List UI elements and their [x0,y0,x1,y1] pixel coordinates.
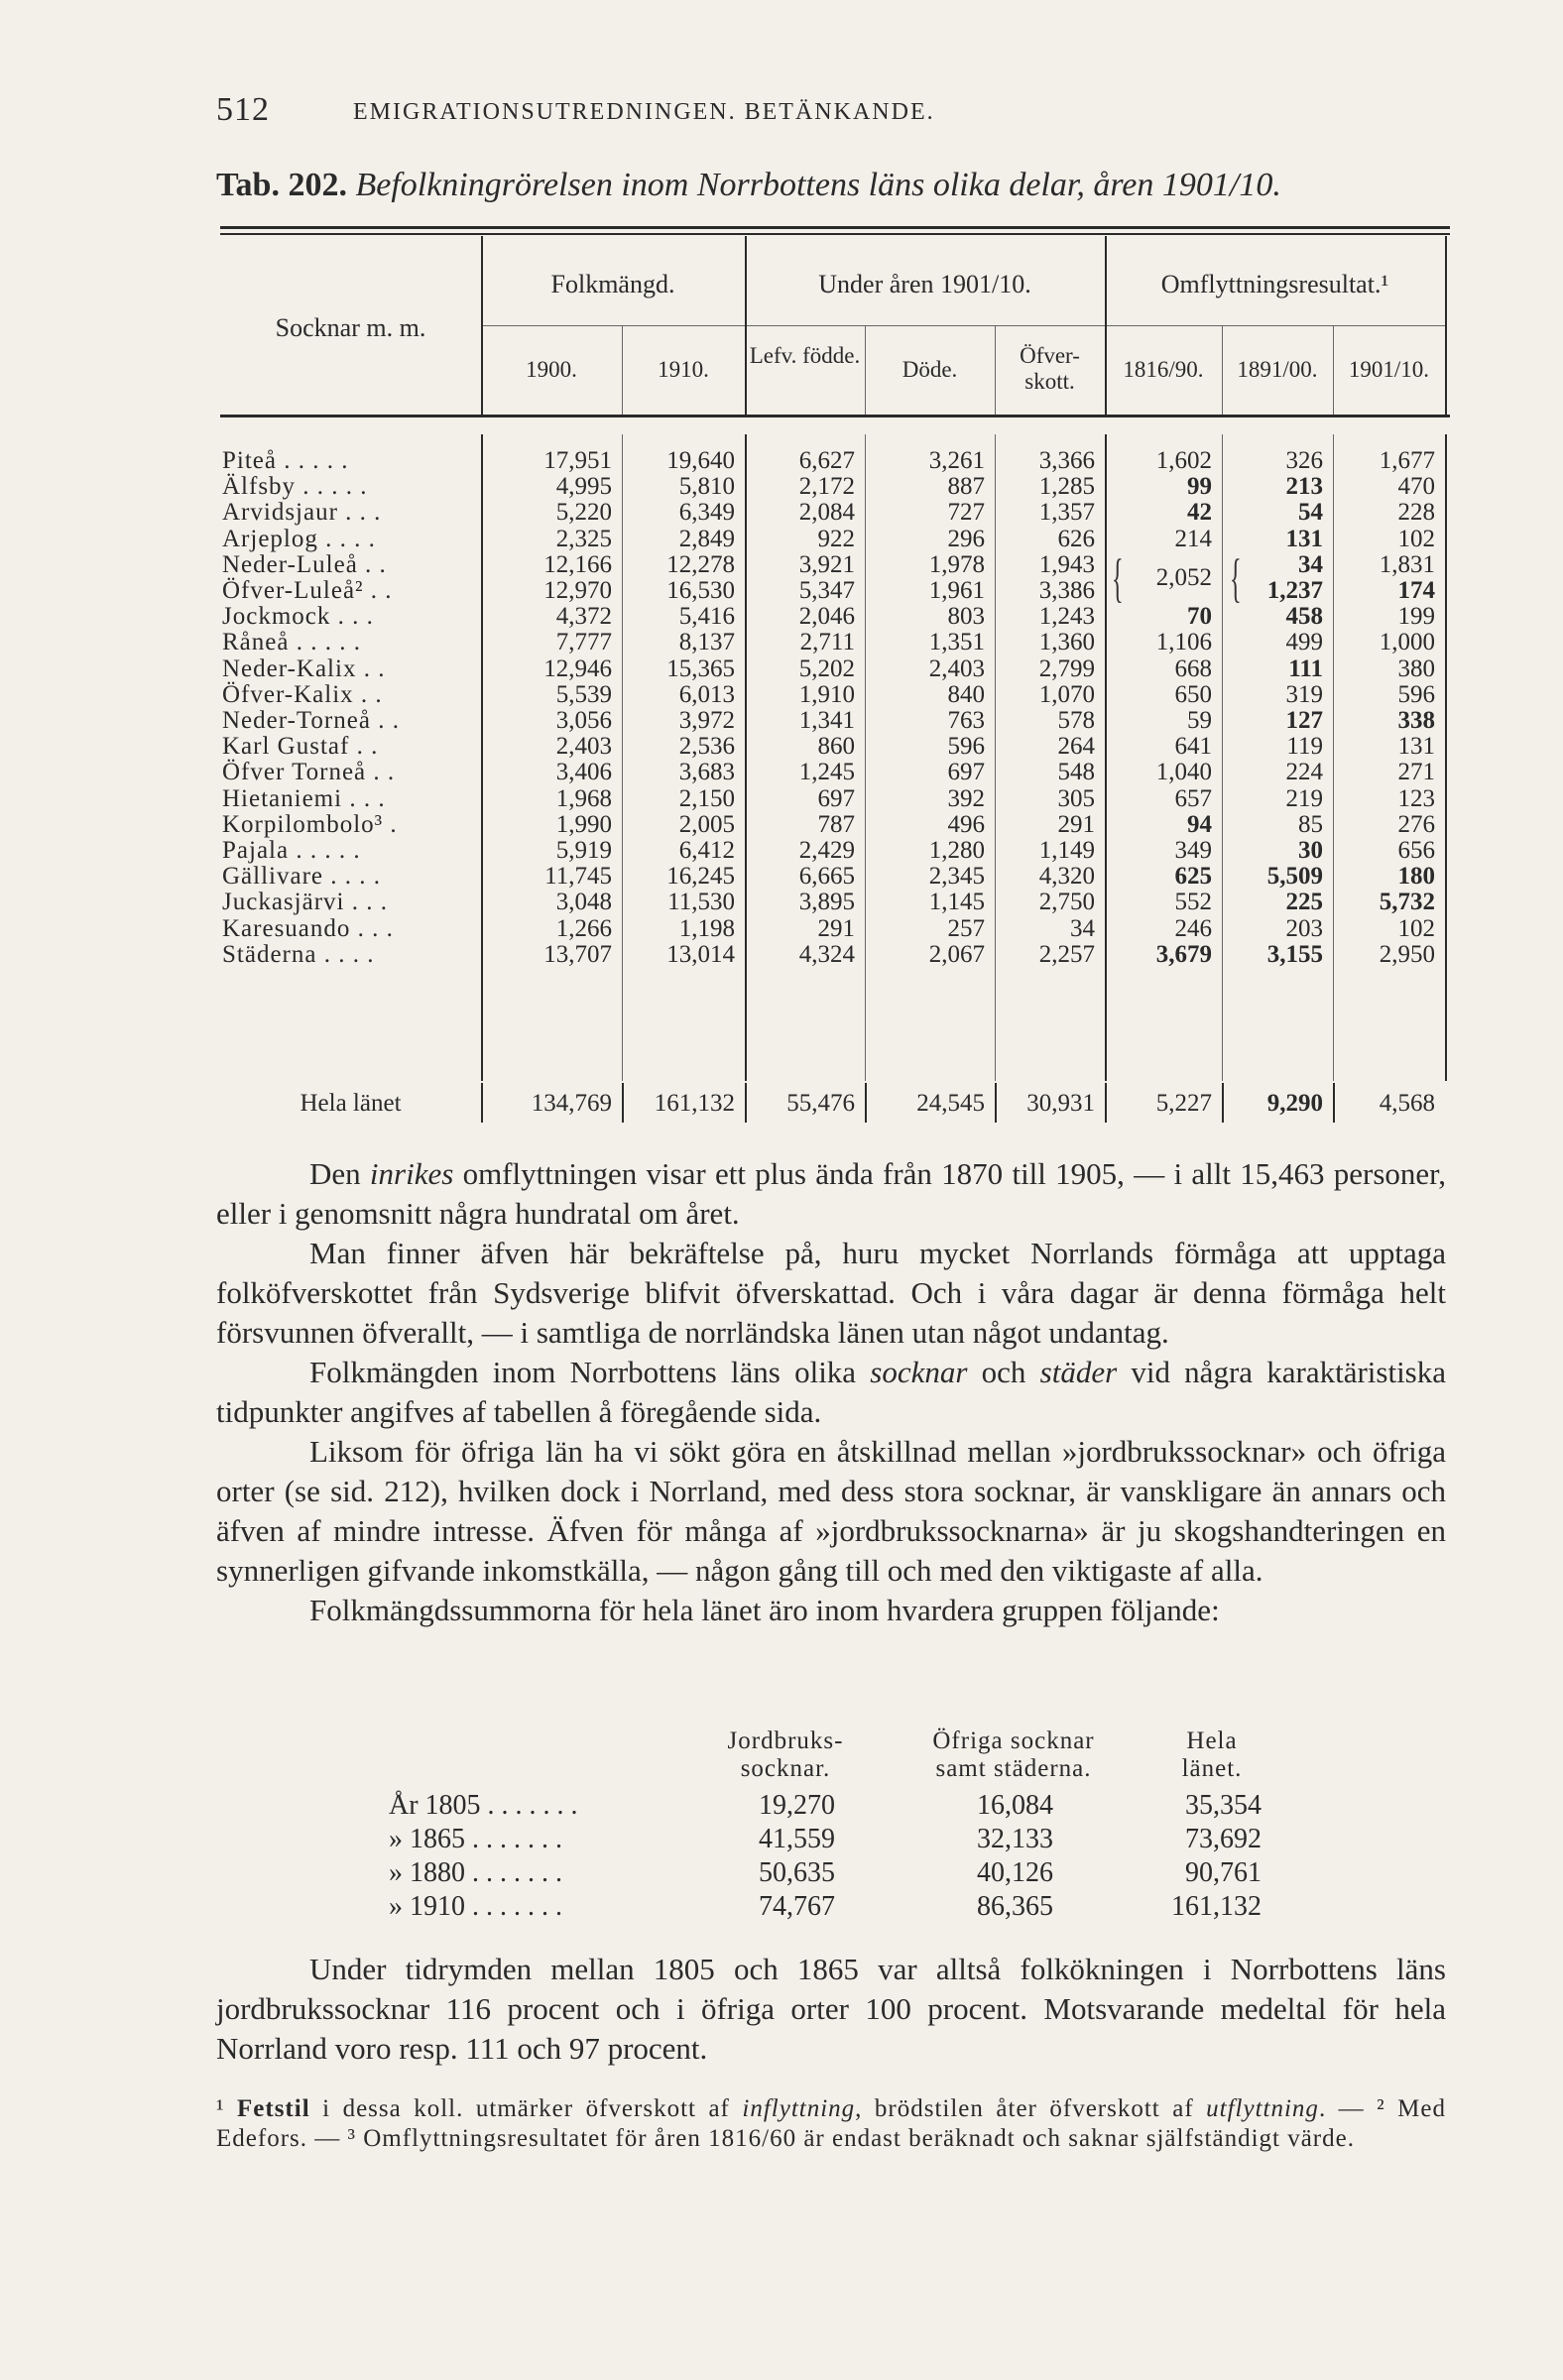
row-value: 349 [1174,837,1212,864]
row-value: 1,357 [1038,499,1095,527]
row-value: 697 [817,784,855,812]
left-brace: { [1112,547,1124,608]
row-value: 3,683 [678,759,735,786]
row-value: 657 [1174,784,1212,812]
row-value: 296 [947,525,985,552]
row-value: 5,347 [798,577,855,604]
summary-header: Jordbruks- socknar. [727,1727,844,1782]
row-value: 213 [1285,473,1323,501]
row-value: 224 [1285,759,1323,786]
header-sub-2: Lefv. födde. [749,343,861,368]
row-value: 1,831 [1379,550,1435,578]
row-value: 225 [1285,889,1323,916]
row-name: Arvidsjaur . . . [222,499,382,527]
summary-value: 90,761 [1185,1857,1262,1888]
total-rule [865,1083,867,1123]
row-value: 2,950 [1379,940,1435,968]
total-rule [745,1083,747,1123]
row-value: 5,509 [1266,863,1323,891]
row-value: 2,172 [798,473,855,501]
total-rule [1222,1083,1224,1123]
row-value: 668 [1174,654,1212,682]
footnote-italic: utflyttning [1206,2095,1319,2122]
row-name: Neder-Torneå . . [222,707,400,734]
row-value: 922 [817,525,855,552]
row-name: Städerna . . . . [222,940,375,968]
row-value: 12,970 [543,577,612,604]
row-value: 12,278 [666,550,735,578]
row-value: 763 [947,707,985,734]
total-label: Hela länet [300,1090,402,1117]
footnote-text: i dessa koll. utmärker öfverskott af [309,2095,743,2122]
row-name: Öfver Torneå . . [222,759,396,786]
header-sub-4: Öfver-skott. [1020,343,1080,394]
row-value: 2,750 [1038,889,1095,916]
row-value: 6,412 [678,837,735,864]
row-value: 127 [1285,707,1323,734]
row-value: 458 [1285,603,1323,631]
row-value: 15,365 [666,654,735,682]
table-caption: Befolkningrörelsen inom Norrbottens läns olika delar, åren 1901/10. [355,167,1281,203]
row-value: 319 [1285,680,1323,708]
paragraph [216,1432,1446,1591]
row-value: 1,341 [798,707,855,734]
closing-text [216,1950,1446,2069]
row-value: 596 [947,733,985,761]
row-value: 1,245 [798,759,855,786]
row-value: 1,360 [1038,629,1095,656]
row-name: Hietaniemi . . . [222,784,386,812]
column-rule [745,236,747,415]
text-run: Liksom för öfriga län ha vi sökt göra en åtskillnad mellan »jordbrukssocknar» och öfriga orter (se sid. 212), hvilken dock i Norrland, med dess stora socknar, är vanskligare än annars och äfven af mindre intresse. Äfven för många af »jordbrukssocknarna» är ju skogshandteringen en synnerligen gifvande inkomstkälla, — någon gång till och med den viktigaste af alla. [216,1434,1446,1588]
merged-value: 2,052 [1155,563,1212,591]
row-value: 499 [1285,629,1323,656]
row-value: 4,372 [555,603,612,631]
row-value: 2,046 [798,603,855,631]
header-folkmangd: Folkmängd. [550,270,675,298]
row-value: 228 [1397,499,1435,527]
paragraph [216,1154,1446,1234]
row-value: 5,539 [555,680,612,708]
column-rule [1105,236,1107,415]
row-value: 2,403 [928,654,985,682]
text-run: Man finner äfven här bekräftelse på, huru mycket Norrlands förmåga att upptaga folköfverskottet från Sydsverige blifvit öfverskattad. Och i våra dagar är denna förmåga helt försvunnen öfverallt, — i samtliga de norrländska länen utan något undantag. [216,1236,1446,1350]
footnote-text: , brödstilen åter öfverskott af [855,2095,1207,2122]
footnote-italic: inflyttning [742,2095,856,2122]
row-value: 271 [1397,759,1435,786]
row-value: 2,005 [678,810,735,838]
row-value: 2,067 [928,940,985,968]
emphasis: inrikes [369,1156,454,1191]
row-value: 5,919 [555,837,612,864]
column-rule [481,236,483,415]
row-value: 199 [1397,603,1435,631]
header-under-aren: Under åren 1901/10. [818,270,1031,298]
paragraph [216,1234,1446,1353]
row-value: 6,665 [798,863,855,891]
summary-value: 35,354 [1185,1790,1262,1821]
row-value: 1,943 [1038,550,1095,578]
row-value: 1,149 [1038,837,1095,864]
row-value: 1,000 [1379,629,1435,656]
row-name: Älfsby . . . . . [222,473,368,501]
row-value: 131 [1397,733,1435,761]
omfl-rule [1105,325,1445,326]
row-value: 3,895 [798,889,855,916]
row-value: 5,220 [555,499,612,527]
row-value: 305 [1057,784,1095,812]
row-value: 787 [817,810,855,838]
row-value: 219 [1285,784,1323,812]
summary-value: 41,559 [759,1824,835,1854]
row-value: 1,070 [1038,680,1095,708]
row-name: Neder-Kalix . . [222,654,386,682]
row-value: 338 [1397,707,1435,734]
row-value: 1,237 [1266,577,1323,604]
row-value: 496 [947,810,985,838]
row-value: 596 [1397,680,1435,708]
row-name: Juckasjärvi . . . [222,889,388,916]
total-value: 24,545 [916,1090,985,1117]
under-rule [745,325,1105,326]
paragraph [216,1591,1446,1630]
row-value: 214 [1174,525,1212,552]
row-value: 548 [1057,759,1095,786]
closing-paragraph: Under tidrymden mellan 1805 och 1865 var alltså folkökningen i Norrbottens läns jordbrukssocknar 116 procent och i öfriga orter 100 procent. Motsvarande medeltal för hela Norrland voro resp. 111 och 97 procent. [216,1952,1446,2066]
row-value: 3,155 [1266,940,1323,968]
row-value: 12,166 [543,550,612,578]
row-value: 1,280 [928,837,985,864]
row-value: 4,320 [1038,863,1095,891]
table-top-rule-2 [220,233,1450,235]
row-name: Pajala . . . . . [222,837,361,864]
row-value: 578 [1057,707,1095,734]
row-value: 6,627 [798,447,855,474]
row-value: 102 [1397,914,1435,942]
total-rule [1333,1083,1335,1123]
row-value: 3,406 [555,759,612,786]
row-value: 1,198 [678,914,735,942]
row-value: 2,325 [555,525,612,552]
row-name: Karesuando . . . [222,914,394,942]
row-value: 13,707 [543,940,612,968]
population-table [220,226,1450,1138]
row-value: 380 [1397,654,1435,682]
total-rule [622,1083,624,1123]
folkmangd-rule [481,325,745,326]
row-value: 291 [817,914,855,942]
row-value: 174 [1397,577,1435,604]
row-name: Öfver-Kalix . . [222,680,383,708]
text-run: omflyttningen visar ett plus ända från 1870 till 1905, — i allt 15,463 personer, eller i genomsnitt några hundratal om året. [216,1156,1446,1231]
row-value: 641 [1174,733,1212,761]
header-sub-5: 1816/90. [1123,357,1204,382]
row-value: 1,910 [798,680,855,708]
footnote-bold: Fetstil [237,2095,310,2122]
summary-value: 16,084 [977,1790,1053,1821]
row-value: 626 [1057,525,1095,552]
row-value: 2,429 [798,837,855,864]
row-value: 54 [1298,499,1323,527]
row-value: 2,150 [678,784,735,812]
total-value: 30,931 [1026,1090,1095,1117]
row-value: 1,285 [1038,473,1095,501]
row-value: 5,810 [678,473,735,501]
row-value: 180 [1397,863,1435,891]
table-top-rule [220,226,1450,229]
summary-header: Hela länet. [1181,1727,1243,1782]
row-value: 2,536 [678,733,735,761]
row-value: 2,711 [799,629,855,656]
row-value: 4,324 [798,940,855,968]
total-value: 134,769 [531,1090,612,1117]
row-value: 2,084 [798,499,855,527]
row-name: Arjeplog . . . . [222,525,376,552]
header-bottom-rule [220,415,1450,417]
row-value: 840 [947,680,985,708]
row-value: 123 [1397,784,1435,812]
table-title [216,167,1281,204]
header-omflyttning: Omflyttningsresultat.¹ [1160,270,1389,298]
row-value: 19,640 [666,447,735,474]
total-value: 161,132 [654,1090,735,1117]
total-rule [481,1083,483,1123]
row-value: 326 [1285,447,1323,474]
row-value: 860 [817,733,855,761]
row-value: 625 [1174,863,1212,891]
row-value: 1,106 [1155,629,1212,656]
row-name: Gällivare . . . . [222,863,382,891]
total-value: 5,227 [1155,1090,1212,1117]
row-value: 5,202 [798,654,855,682]
row-value: 650 [1174,680,1212,708]
summary-value: 40,126 [977,1857,1053,1888]
row-value: 17,951 [543,447,612,474]
row-value: 111 [1288,654,1323,682]
row-value: 1,990 [555,810,612,838]
row-name: Korpilombolo³ . [222,810,398,838]
row-value: 3,048 [555,889,612,916]
row-value: 11,530 [667,889,735,916]
row-value: 552 [1174,889,1212,916]
text-run: Folkmängdssummorna för hela länet äro inom hvardera gruppen följande: [309,1593,1220,1627]
row-value: 16,245 [666,863,735,891]
text-run: och [967,1355,1040,1389]
paragraph [216,1353,1446,1432]
row-value: 5,732 [1379,889,1435,916]
summary-year: » 1880 . . . . . . . [389,1857,562,1888]
row-value: 1,677 [1379,447,1435,474]
total-rule [1105,1083,1107,1123]
table-label: Tab. 202. [216,167,347,203]
text-run: Den [309,1156,370,1191]
row-value: 1,961 [928,577,985,604]
row-value: 1,602 [1155,447,1212,474]
text-run: Folkmängden inom Norrbottens läns olika [309,1355,871,1389]
header-sub-3: Döde. [902,357,958,382]
row-value: 1,145 [928,889,985,916]
row-value: 2,345 [928,863,985,891]
row-value: 3,366 [1038,447,1095,474]
row-value: 3,679 [1155,940,1212,968]
row-name: Råneå . . . . . [222,629,361,656]
summary-header: Öfriga socknar samt städerna. [932,1727,1095,1782]
footnote [216,2094,1446,2154]
row-value: 16,530 [666,577,735,604]
row-value: 8,137 [678,629,735,656]
row-value: 12,946 [543,654,612,682]
page-number: 512 [216,91,270,128]
summary-value: 19,270 [759,1790,835,1821]
header-sub-7: 1901/10. [1348,357,1430,382]
total-value: 4,568 [1379,1090,1435,1117]
row-value: 70 [1187,603,1212,631]
row-value: 392 [947,784,985,812]
summary-value: 32,133 [977,1824,1053,1854]
column-rule [1445,434,1447,1081]
row-value: 94 [1187,810,1212,838]
summary-year: » 1910 . . . . . . . [389,1891,562,1922]
footnote-text: ¹ [216,2095,237,2122]
header-socknar: Socknar m. m. [275,313,426,342]
emphasis: städer [1039,1355,1118,1389]
footnote-text: . — ² Med Edefors. — ³ Omflyttningsresultatet för åren 1816/60 är endast beräknadt och saknar själfständigt värde. [216,2095,1446,2152]
row-value: 5,416 [678,603,735,631]
row-value: 34 [1298,550,1323,578]
row-name: Piteå . . . . . [222,447,349,474]
row-value: 4,995 [555,473,612,501]
summary-value: 161,132 [1171,1891,1262,1922]
row-value: 3,056 [555,707,612,734]
row-value: 1,968 [555,784,612,812]
row-value: 34 [1070,914,1095,942]
row-value: 1,040 [1155,759,1212,786]
emphasis: socknar [870,1355,968,1389]
row-value: 264 [1057,733,1095,761]
row-value: 3,921 [798,550,855,578]
row-value: 3,261 [928,447,985,474]
row-value: 6,349 [678,499,735,527]
row-value: 887 [947,473,985,501]
summary-year: År 1805 . . . . . . . [389,1790,578,1821]
row-value: 1,243 [1038,603,1095,631]
row-value: 2,257 [1038,940,1095,968]
row-value: 803 [947,603,985,631]
row-value: 59 [1187,707,1212,734]
row-value: 276 [1397,810,1435,838]
row-value: 1,978 [928,550,985,578]
row-value: 3,386 [1038,577,1095,604]
row-name: Karl Gustaf . . [222,733,379,761]
summary-value: 73,692 [1185,1824,1262,1854]
header-sub-6: 1891/00. [1237,357,1318,382]
row-value: 7,777 [555,629,612,656]
row-value: 42 [1187,499,1212,527]
right-brace: { [1230,547,1242,608]
text-run: vid några karaktäristiska tidpunkter angifves af tabellen å föregående sida. [216,1355,1447,1429]
row-value: 246 [1174,914,1212,942]
total-value: 9,290 [1266,1090,1323,1117]
row-value: 2,403 [555,733,612,761]
row-name: Öfver-Luleå² . . [222,577,393,604]
row-value: 85 [1298,810,1323,838]
row-value: 470 [1397,473,1435,501]
running-title: EMIGRATIONSUTREDNINGEN. BETÄNKANDE. [353,99,935,125]
row-value: 11,745 [544,863,612,891]
row-value: 2,849 [678,525,735,552]
row-value: 727 [947,499,985,527]
row-value: 257 [947,914,985,942]
header-sub-0: 1900. [526,357,577,382]
summary-value: 50,635 [759,1857,835,1888]
summary-value: 86,365 [977,1891,1053,1922]
row-value: 203 [1285,914,1323,942]
row-value: 102 [1397,525,1435,552]
total-value: 55,476 [786,1090,855,1117]
row-value: 99 [1187,473,1212,501]
row-value: 13,014 [666,940,735,968]
header-sub-1: 1910. [658,357,709,382]
row-value: 131 [1285,525,1323,552]
row-value: 30 [1298,837,1323,864]
summary-year: » 1865 . . . . . . . [389,1824,562,1854]
row-name: Jockmock . . . [222,603,374,631]
row-value: 119 [1286,733,1323,761]
body-text [216,1154,1446,1630]
row-value: 3,972 [678,707,735,734]
column-rule [1445,236,1447,415]
total-rule [995,1083,997,1123]
row-value: 2,799 [1038,654,1095,682]
row-value: 697 [947,759,985,786]
row-value: 1,266 [555,914,612,942]
row-value: 1,351 [928,629,985,656]
summary-value: 74,767 [759,1891,835,1922]
row-name: Neder-Luleå . . [222,550,387,578]
row-value: 656 [1397,837,1435,864]
row-value: 291 [1057,810,1095,838]
row-value: 6,013 [678,680,735,708]
